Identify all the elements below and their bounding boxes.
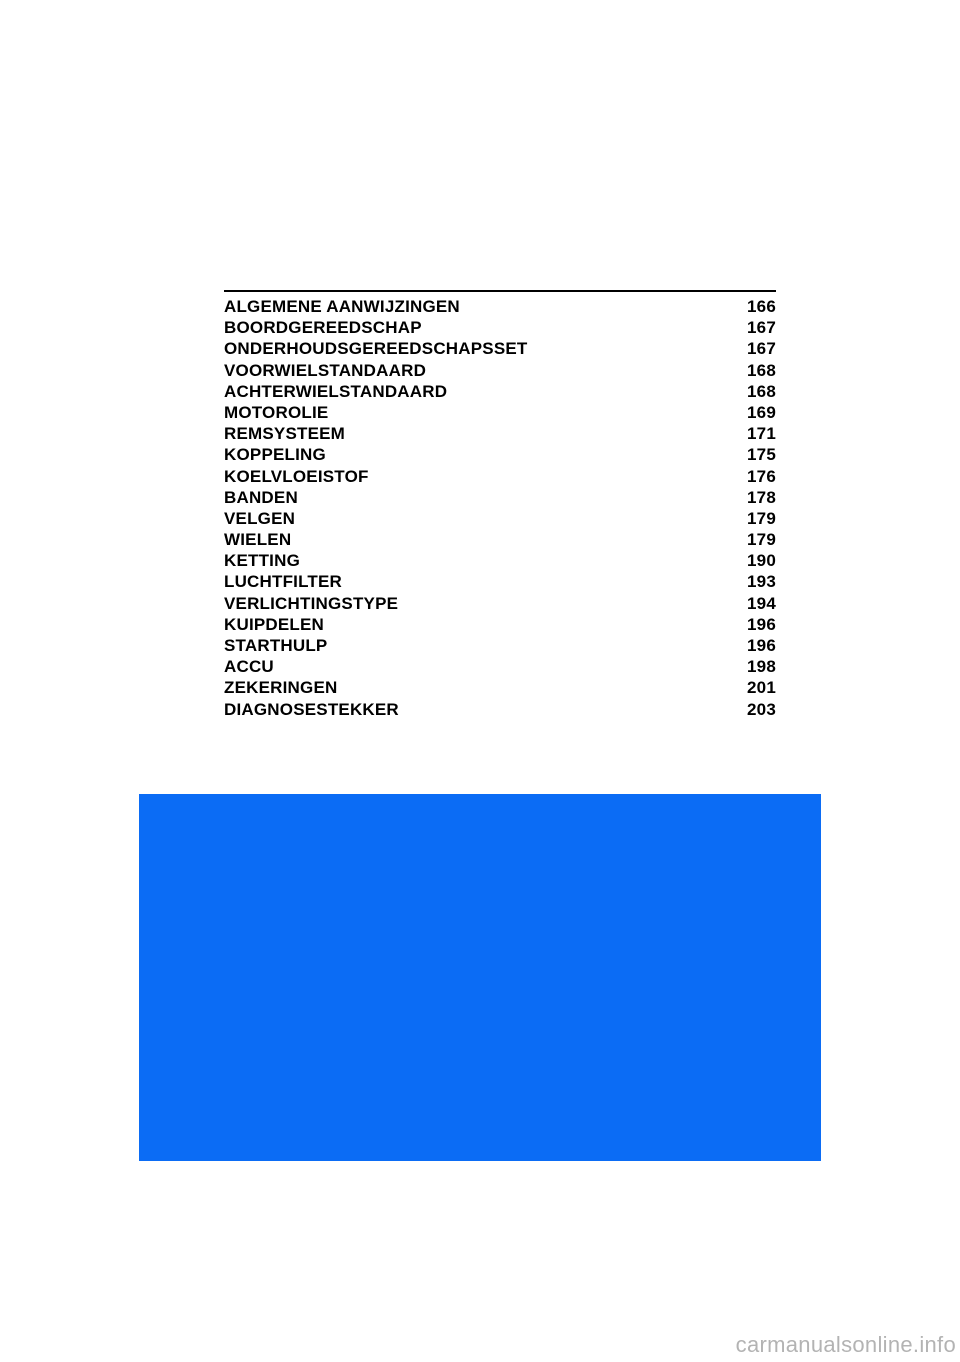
toc-entry-title: REMSYSTEEM (224, 424, 346, 444)
toc-entry[interactable] (224, 466, 776, 487)
toc-entry-page: 198 (747, 657, 776, 677)
toc-entry-title: VERLICHTINGSTYPE (224, 593, 399, 613)
toc-entry[interactable] (224, 338, 776, 359)
toc-entry[interactable] (224, 402, 776, 423)
toc-entry[interactable] (224, 423, 776, 444)
toc-entry[interactable] (224, 635, 776, 656)
toc-entry-page: 171 (747, 424, 776, 444)
toc-entry-page: 203 (747, 699, 776, 719)
toc-entry-page: 176 (747, 466, 776, 486)
toc-entry-page: 168 (747, 381, 776, 401)
toc-entry[interactable] (224, 699, 776, 720)
toc-entry-title: MOTOROLIE (224, 402, 329, 422)
toc-entry-title: ACHTERWIELSTANDAARD (224, 381, 448, 401)
toc-entry-title: KETTING (224, 551, 301, 571)
toc-entry-title: LUCHTFILTER (224, 572, 343, 592)
toc-entry[interactable] (224, 508, 776, 529)
toc-entry-title: ONDERHOUDSGEREEDSCHAPSSET (224, 339, 528, 359)
toc-entry-title: DIAGNOSESTEKKER (224, 699, 399, 719)
toc-entry-page: 179 (747, 530, 776, 550)
toc-entry-title: BANDEN (224, 487, 298, 507)
toc-entry-page: 201 (747, 678, 776, 698)
toc-entry-page: 167 (747, 339, 776, 359)
toc-entry-page: 169 (747, 402, 776, 422)
toc-entry[interactable] (224, 571, 776, 592)
toc-entry-page: 179 (747, 508, 776, 528)
toc-entry-title: VOORWIELSTANDAARD (224, 360, 427, 380)
toc-entry[interactable] (224, 317, 776, 338)
toc-entry[interactable] (224, 593, 776, 614)
toc-entry[interactable] (224, 381, 776, 402)
watermark-text: carmanualsonline.info (735, 1332, 956, 1357)
toc-entry-page: 196 (747, 636, 776, 655)
toc-entry[interactable] (224, 614, 776, 635)
toc-entry-page: 167 (747, 318, 776, 338)
toc-entry-page: 168 (747, 360, 776, 380)
toc-entry-title: KOPPELING (224, 445, 326, 465)
chapter-color-panel (139, 794, 821, 1161)
toc-entry-title: KUIPDELEN (224, 614, 325, 634)
toc-entry-title: ZEKERINGEN (224, 678, 338, 698)
toc-entry[interactable] (224, 529, 776, 550)
toc-entry-page: 193 (747, 572, 776, 592)
toc-entry-title: KOELVLOEISTOF (224, 466, 369, 486)
toc-entry-page: 175 (747, 445, 776, 465)
toc-entry-page: 196 (747, 614, 776, 634)
toc-entry-page: 166 (747, 297, 776, 316)
toc-entry[interactable] (224, 360, 776, 381)
toc-entry-title: ALGEMENE AANWIJZINGEN (224, 297, 460, 316)
toc-entry-title: BOORDGEREEDSCHAP (224, 318, 422, 338)
toc-entry[interactable] (224, 296, 776, 317)
toc-entry-page: 194 (747, 593, 776, 613)
toc-entry-title: ACCU (224, 657, 274, 677)
toc-entry-title: WIELEN (224, 530, 292, 550)
toc-entry-page: 178 (747, 487, 776, 507)
toc-entry[interactable] (224, 487, 776, 508)
toc-entry[interactable] (224, 656, 776, 677)
toc-entry-page: 190 (747, 551, 776, 571)
toc-entry[interactable] (224, 444, 776, 465)
toc-entry[interactable] (224, 677, 776, 698)
toc-entry-title: VELGEN (224, 508, 296, 528)
toc-entry-title: STARTHULP (224, 636, 328, 655)
toc-entry[interactable] (224, 550, 776, 571)
table-of-contents (224, 290, 776, 720)
